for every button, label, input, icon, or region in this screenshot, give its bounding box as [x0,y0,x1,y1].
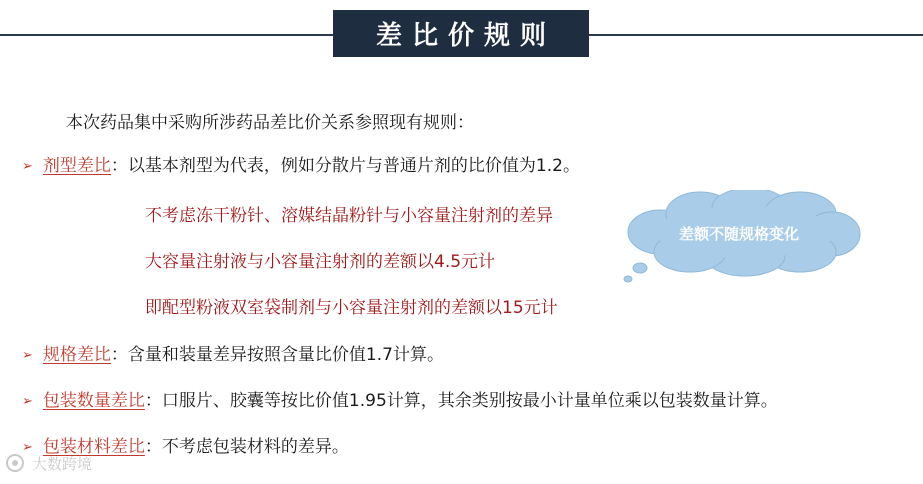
sub-item-3: 即配型粉液双室袋制剂与小容量注射剂的差额以15元计 [145,298,558,318]
term-label: 包装材料差比 [42,437,145,457]
term-label: 剂型差比 [42,156,111,176]
watermark [4,452,92,474]
title-rule-right [589,34,923,36]
list-item-package-quantity [22,386,778,411]
page-title: 差比价规则 [375,21,556,51]
item-text: ：口服片、胶囊等按比价值1.95计算，其余类别按最小计量单位乘以包装数量计算。 [144,391,778,411]
term-label: 包装数量差比 [42,391,145,411]
item-text: ：含量和装量差异按照含量比价值1.7计算。 [110,345,444,365]
title-rule-left [0,34,333,36]
intro-text: 本次药品集中采购所涉药品差比价关系参照现有规则： [66,113,474,133]
sub-item-1: 不考虑冻干粉针、溶媒结晶粉针与小容量注射剂的差异 [145,206,553,226]
list-item-specification [22,340,444,365]
callout-text: 差额不随规格变化 [678,225,799,243]
term-label: 规格差比 [42,345,111,365]
sub-item-2: 大容量注射液与小容量注射剂的差额以4.5元计 [145,252,496,272]
brand-logo-icon [4,452,26,474]
item-text: ：不考虑包装材料的差异。 [144,437,349,457]
list-item-dosage-form [22,151,580,176]
arrow-bullet-icon: ➢ [22,394,33,409]
arrow-bullet-icon: ➢ [22,348,33,363]
arrow-bullet-icon: ➢ [22,159,33,174]
watermark-text: 大数跨境 [32,454,93,473]
arrow-bullet-icon: ➢ [22,440,33,455]
callout-cloud [620,190,870,290]
title-banner [333,10,589,57]
item-text: ：以基本剂型为代表，例如分散片与普通片剂的比价值为1.2。 [110,156,580,176]
